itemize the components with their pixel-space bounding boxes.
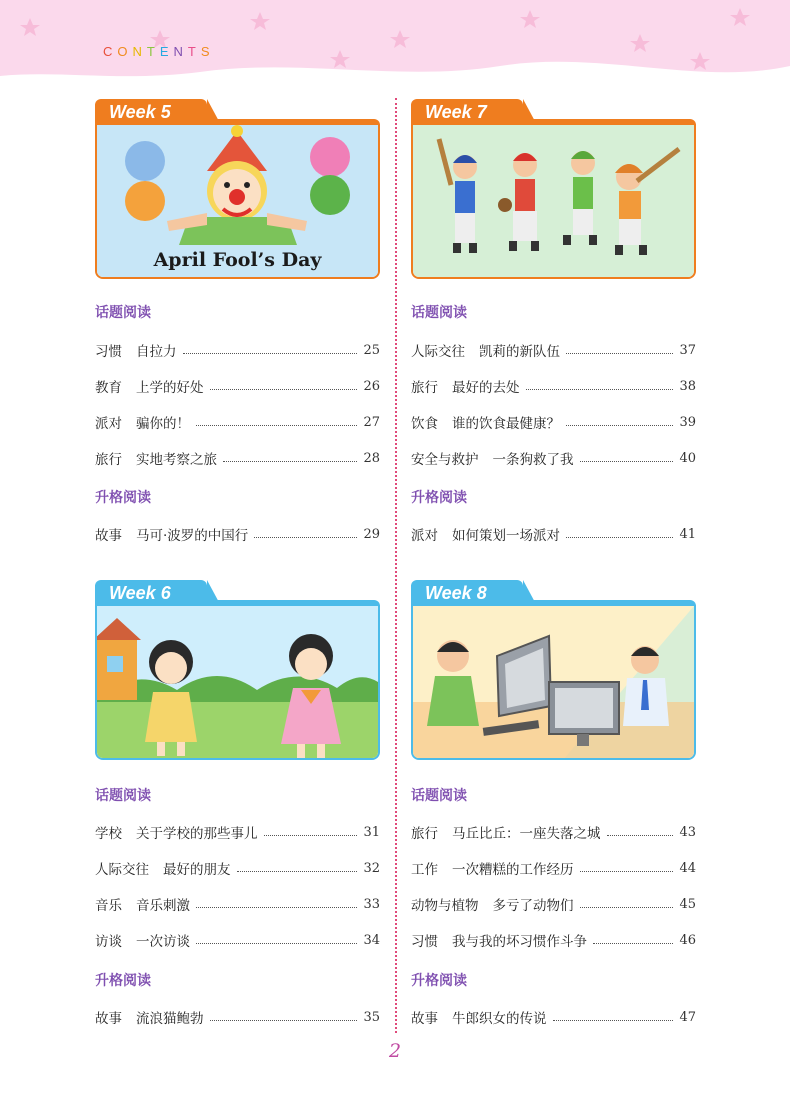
entry-page: 43 (679, 824, 696, 840)
entry-category: 故事 (411, 1011, 438, 1027)
week-8-illustration (411, 606, 696, 760)
entry-title: 骗你的！ (136, 416, 190, 432)
entry-title: 如何策划一场派对 (452, 528, 560, 544)
entry-page: 40 (679, 450, 696, 466)
week-7-tab: Week 7 (411, 99, 523, 125)
topic-reading-heading: 话题阅读 (95, 305, 151, 321)
entry-page: 46 (679, 932, 696, 948)
toc-entry[interactable] (95, 930, 380, 950)
entry-title: 实地考察之旅 (136, 452, 217, 468)
toc-entry[interactable] (411, 340, 696, 360)
entry-category: 教育 (95, 380, 122, 396)
toc-entry[interactable] (95, 1007, 380, 1027)
entry-title: 最好的去处 (452, 380, 520, 396)
toc-entry[interactable] (411, 930, 696, 950)
entry-page: 27 (363, 414, 380, 430)
title-letter: N (173, 44, 188, 59)
entry-title: 上学的好处 (136, 380, 204, 396)
entry-category: 安全与救护 (411, 452, 479, 468)
entry-title: 多亏了动物们 (492, 898, 574, 914)
toc-entry[interactable] (95, 524, 380, 544)
advanced-reading-heading: 升格阅读 (411, 490, 467, 506)
title-letter: O (117, 44, 133, 59)
entry-category: 故事 (95, 1011, 122, 1027)
entry-category: 人际交往 (411, 344, 465, 360)
entry-category: 饮食 (411, 416, 438, 432)
toc-entry[interactable] (411, 858, 696, 878)
entry-category: 旅行 (411, 826, 438, 842)
entry-page: 29 (363, 526, 380, 542)
entry-page: 39 (679, 414, 696, 430)
entry-page: 44 (679, 860, 696, 876)
week-8-tab: Week 8 (411, 580, 523, 606)
entry-category: 旅行 (95, 452, 122, 468)
entry-title: 马丘比丘：一座失落之城 (452, 826, 601, 842)
toc-entry[interactable] (95, 412, 380, 432)
entry-page: 25 (363, 342, 380, 358)
entry-page: 47 (679, 1009, 696, 1025)
entry-title: 谁的饮食最健康？ (452, 416, 560, 432)
column-divider (395, 98, 397, 1033)
entry-category: 旅行 (411, 380, 438, 396)
entry-title: 一次糟糕的工作经历 (452, 862, 574, 878)
entry-page: 32 (363, 860, 380, 876)
entry-page: 34 (363, 932, 380, 948)
entry-category: 习惯 (95, 344, 122, 360)
entry-page: 26 (363, 378, 380, 394)
title-letter: T (146, 44, 160, 59)
toc-entry[interactable] (411, 822, 696, 842)
entry-category: 工作 (411, 862, 438, 878)
topic-reading-heading: 话题阅读 (411, 788, 467, 804)
entry-title: 凯莉的新队伍 (479, 344, 560, 360)
contents-title (103, 44, 215, 59)
advanced-reading-heading: 升格阅读 (411, 973, 467, 989)
week-5-caption: April Fool’s Day (153, 249, 322, 271)
week-6-tab: Week 6 (95, 580, 207, 606)
entry-page: 37 (679, 342, 696, 358)
toc-entry[interactable] (411, 524, 696, 544)
entry-category: 人际交往 (95, 862, 149, 878)
title-letter: E (159, 44, 174, 59)
page-number: 2 (388, 1040, 402, 1062)
toc-entry[interactable] (411, 1007, 696, 1027)
toc-entry[interactable] (411, 376, 696, 396)
entry-title: 音乐刺激 (136, 898, 190, 914)
title-letter: C (103, 44, 118, 59)
topic-reading-heading: 话题阅读 (95, 788, 151, 804)
entry-title: 一条狗救了我 (492, 452, 574, 468)
toc-entry[interactable] (95, 894, 380, 914)
entry-category: 访谈 (95, 934, 122, 950)
header-band (0, 0, 790, 95)
entry-title: 流浪猫鲍勃 (136, 1011, 204, 1027)
entry-category: 派对 (95, 416, 122, 432)
toc-entry[interactable] (411, 894, 696, 914)
toc-entry[interactable] (411, 412, 696, 432)
entry-title: 牛郎织女的传说 (452, 1011, 547, 1027)
entry-category: 动物与植物 (411, 898, 479, 914)
entry-page: 41 (679, 526, 696, 542)
week-5-tab: Week 5 (95, 99, 207, 125)
entry-title: 马可·波罗的中国行 (136, 528, 249, 544)
entry-page: 38 (679, 378, 696, 394)
week-6-illustration (95, 606, 380, 760)
advanced-reading-heading: 升格阅读 (95, 490, 151, 506)
toc-entry[interactable] (95, 858, 380, 878)
week-7-illustration (411, 125, 696, 279)
entry-title: 一次访谈 (136, 934, 190, 950)
advanced-reading-heading: 升格阅读 (95, 973, 151, 989)
toc-entry[interactable] (411, 448, 696, 468)
toc-entry[interactable] (95, 340, 380, 360)
toc-entry[interactable] (95, 376, 380, 396)
entry-category: 音乐 (95, 898, 122, 914)
entry-category: 故事 (95, 528, 122, 544)
entry-category: 派对 (411, 528, 438, 544)
title-letter: T (187, 44, 201, 59)
entry-title: 关于学校的那些事儿 (136, 826, 258, 842)
title-letter: N (132, 44, 147, 59)
entry-page: 31 (363, 824, 380, 840)
entry-title: 最好的朋友 (163, 862, 231, 878)
week-5-illustration (95, 125, 380, 279)
toc-entry[interactable] (95, 448, 380, 468)
entry-category: 学校 (95, 826, 122, 842)
entry-page: 45 (679, 896, 696, 912)
toc-entry[interactable] (95, 822, 380, 842)
entry-title: 自拉力 (136, 344, 177, 360)
entry-page: 35 (363, 1009, 380, 1025)
entry-page: 33 (363, 896, 380, 912)
title-letter: S (200, 44, 215, 59)
entry-title: 我与我的坏习惯作斗争 (452, 934, 587, 950)
entry-category: 习惯 (411, 934, 438, 950)
topic-reading-heading: 话题阅读 (411, 305, 467, 321)
entry-page: 28 (363, 450, 380, 466)
